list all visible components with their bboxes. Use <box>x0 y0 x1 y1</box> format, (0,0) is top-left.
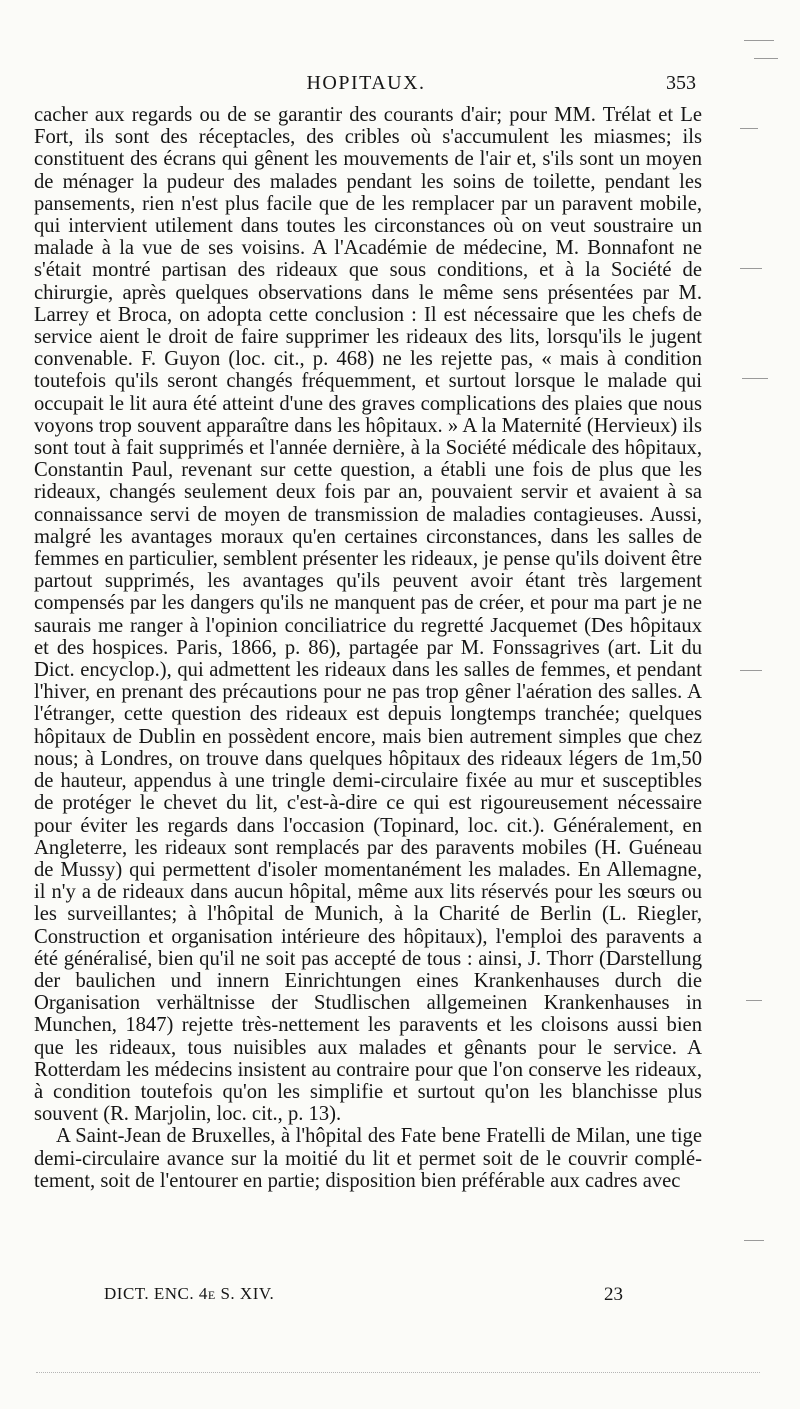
signature-number: 23 <box>604 1284 623 1305</box>
scan-speck <box>742 378 768 379</box>
running-title: HOPITAUX. <box>306 72 426 94</box>
paragraph: cacher aux regards ou de se garantir des courants d'air; pour MM. Trélat et Le Fort, ils sont des réceptacles, des cribles où s'accumulent les miasmes; ils constituent des écrans qui gênent les mouvements de l'air et, s'ils sont un moyen de ménager la pudeur des malades pendant les soins de toilette, pendant les pansements, rien n'est plus facile que de les remplacer par un paravent mobile, qui intervient utilement dans toutes les circonstances où on veut soustraire un malade à la vue de ses voisins. A l'Académie de médecine, M. Bonnafont ne s'était montré partisan des rideaux que sous conditions, et à la Société de chirurgie, après quelques observations dans le même sens présentées par M. Larrey et Broca, on adopta cette conclusion : Il est nécessaire que les chefs de service aient le droit de faire supprimer les rideaux des lits, lorsqu'ils le jugent convenable. F. Guyon (loc. cit., p. 468) ne les rejette pas, « mais à condition toutefois qu'ils seront changés fréquemment, et surtout lorsque le malade qui occupait le lit aura été atteint d'une des graves complications des plaies que nous voyons trop souvent apparaître dans les hôpitaux. » A la Maternité (Hervieux) ils sont tout à fait supprimés et l'année dernière, à la Société médicale des hôpitaux, Constantin Paul, revenant sur cette question, a établi une fois de plus que les rideaux, changés seulement deux fois par an, pouvaient servir et avaient à sa connaissance servi de moyen de transmission de maladies contagieuses. Aussi, malgré les avantages moraux qu'en certaines circonstances, dans les salles de femmes en particulier, semblent présenter les rideaux, je pense qu'ils doivent être partout supprimés, les avantages qu'ils peuvent avoir étant très largement compensés par les dangers qu'ils ne manquent pas de créer, et pour ma part je ne saurais me ranger à l'opinion conciliatrice du regretté Jacquemet (Des hôpitaux et des hospices. Paris, 1866, p. 86), partagée par M. Fonssagrives (art. Lit du Dict. encyclop.), qui admettent les rideaux dans les salles de femmes, et pendant l'hiver, en prenant des précautions pour ne pas trop gêner l'aération des salles. A l'étranger, cette question des rideaux est depuis longtemps tranchée; quelques hôpitaux de Dublin en possèdent encore, mais bien autrement simples que chez nous; à Londres, on trouve dans quelques hôpitaux des rideaux légers de 1m,50 de hauteur, appendus à une tringle demi-circulaire fixée au mur et susceptibles de protéger le chevet du lit, c'est-à-dire ce qui est rigoureusement nécessaire pour éviter les regards dans l'occasion (Topinard, loc. cit.). Généralement, en Angleterre, les rideaux sont remplacés par des paravents mobiles (H. Guéneau de Mussy) qui permettent d'isoler momentanément les malades. En Allemagne, il n'y a de rideaux dans aucun hôpital, même aux lits réservés pour les sœurs ou les surveillantes; à l'hôpital de Munich, à la Charité de Berlin (L. Riegler, Construction et organisation intérieure des hôpitaux), l'emploi des paravents a été généralisé, bien qu'il ne soit pas accepté de tous : ainsi, J. Thorr (Darstellung der baulichen und innern Einrichtungen eines Krankenhauses durch die Organisation verhältnisse der Studlischen allgemeinen Krankenhauses in Munchen, 1847) rejette très-nettement les paravents et les cloisons aussi bien que les rideaux, tous nuisibles aux malades et gênants pour le service. A Rotterdam les médecins insistent au contraire pour que l'on conserve les rideaux, à condition toutefois qu'on les simplifie et surtout qu'on les blanchisse plus souvent (R. Marjolin, loc. cit., p. 13). <box>34 104 702 1126</box>
body-text <box>34 104 702 1192</box>
scan-speck <box>754 58 778 59</box>
bottom-scan-line <box>36 1372 760 1373</box>
signature-mark: DICT. ENC. 4e S. XIV. <box>104 1284 275 1303</box>
scan-speck <box>740 670 762 671</box>
scan-speck <box>740 268 762 269</box>
scan-speck <box>744 1240 764 1241</box>
scan-speck <box>744 40 774 41</box>
signature-line <box>104 1284 664 1310</box>
page-number: 353 <box>666 72 696 94</box>
paragraph: A Saint-Jean de Bruxelles, à l'hôpital des Fate bene Fratelli de Milan, une tige demi-circulaire avance sur la moitié du lit et permet soit de le couvrir complétement, soit de l'entourer en partie; disposition bien préférable aux cadres avec <box>34 1125 702 1192</box>
running-head <box>36 72 696 100</box>
margin-scan-specks <box>740 0 800 1409</box>
scan-speck <box>746 1000 762 1001</box>
scan-speck <box>740 128 758 129</box>
